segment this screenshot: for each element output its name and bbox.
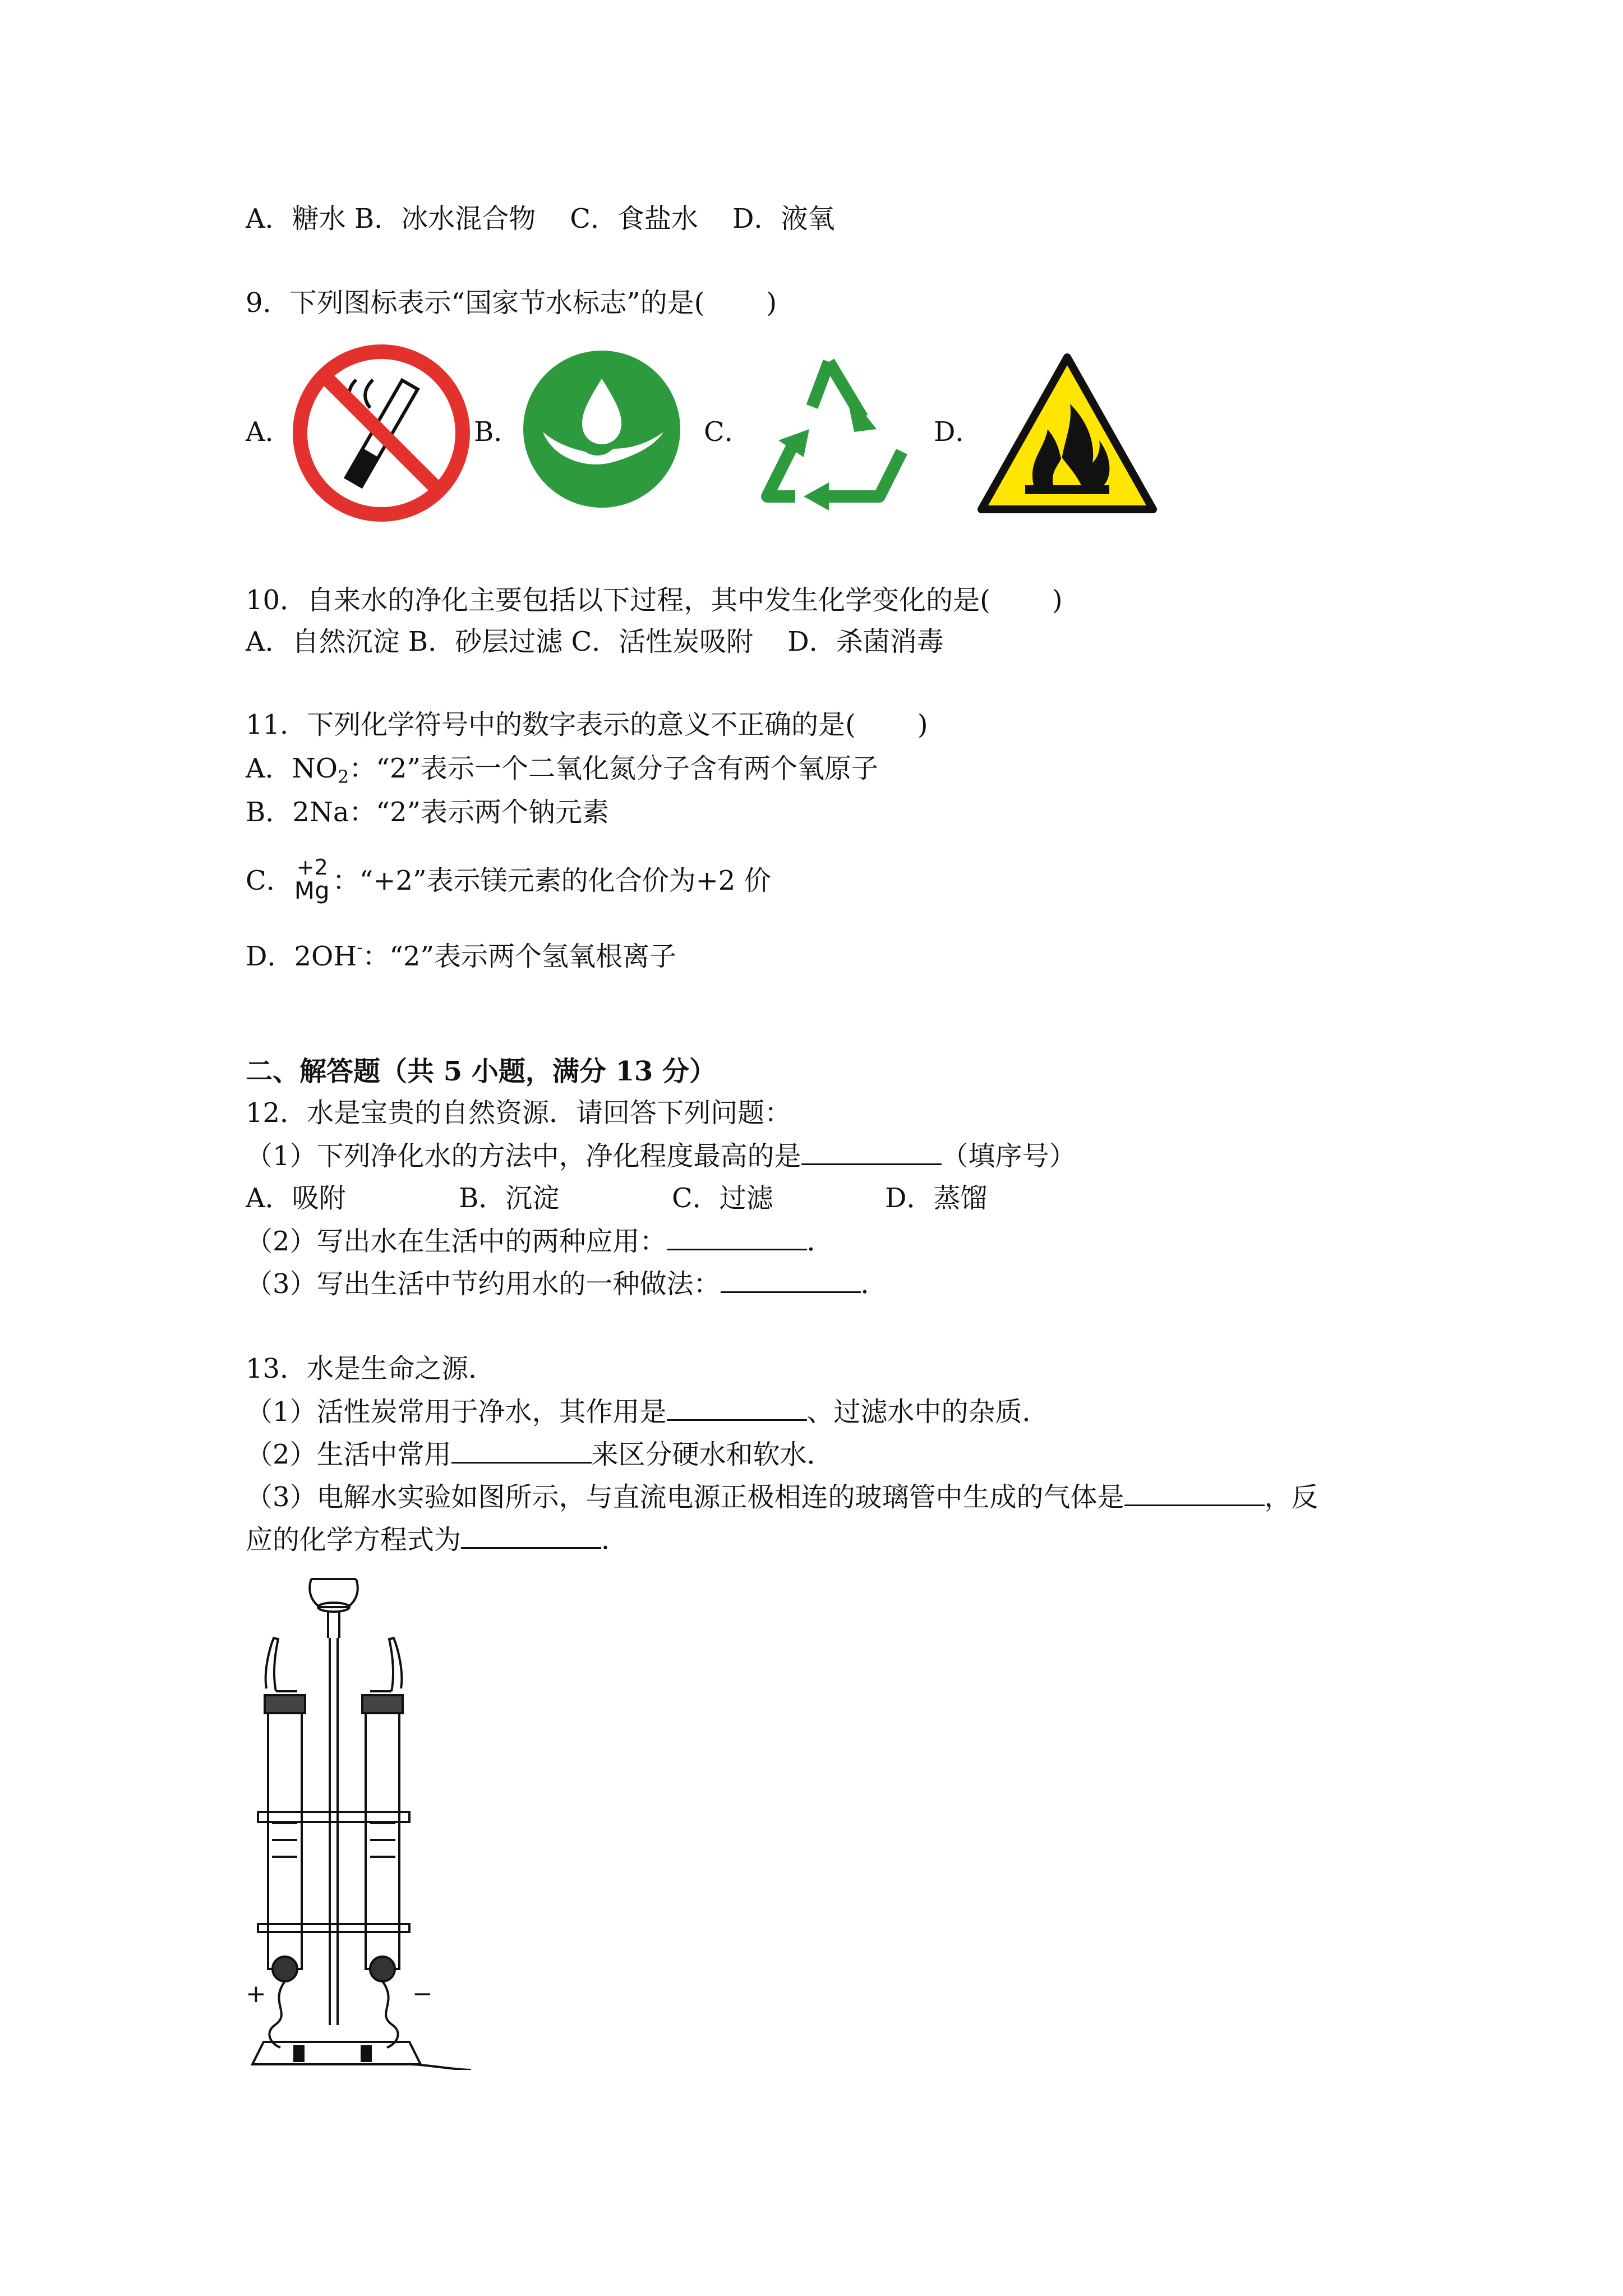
q11-d-rest: ：“2”表示两个氢氧根离子 <box>362 941 677 972</box>
q11-d-superscript: - <box>357 938 363 958</box>
q12-p2-after: ． <box>806 1226 834 1257</box>
q12-stem: 12．水是宝贵的自然资源．请回答下列问题： <box>246 1097 792 1129</box>
q12-option-c: C．过滤 <box>672 1182 773 1214</box>
no-smoking-icon <box>292 343 471 523</box>
q10-options: A．自然沉淀 B．砂层过滤 C．活性炭吸附 D．杀菌消毒 <box>246 626 944 657</box>
q10-stem <box>246 583 1063 617</box>
mg-valence-symbol <box>293 854 333 904</box>
q12-p3-after: ． <box>860 1268 888 1300</box>
q11-stem <box>246 708 928 742</box>
q13-p2-blank[interactable] <box>451 1437 592 1464</box>
q12-p1-blank[interactable] <box>801 1139 942 1165</box>
q11-a-prefix: A．NO <box>246 753 338 784</box>
q8-options: A．糖水 B．冰水混合物 C．食盐水 D．液氧 <box>246 203 835 234</box>
q10-stem-close: ) <box>1052 585 1063 616</box>
q12-option-b: B．沉淀 <box>459 1182 560 1214</box>
figure-plus-sign: + <box>246 1980 266 2008</box>
q13-p3-after: ，反 <box>1264 1481 1318 1513</box>
q9-label-d: D． <box>934 416 983 448</box>
q12-p2-text: （2）写出水在生活中的两种应用： <box>246 1226 667 1257</box>
q10-stem-text: 10．自来水的净化主要包括以下过程，其中发生化学变化的是( <box>246 585 990 616</box>
q13-p1-text: （1）活性炭常用于净水，其作用是 <box>246 1396 667 1428</box>
section2-title: 二、解答题（共 5 小题，满分 13 分） <box>246 1056 717 1087</box>
q11-option-d <box>246 931 676 973</box>
q12-option-a: A．吸附 <box>246 1182 346 1214</box>
mg-symbol: Mg <box>294 876 330 904</box>
q13-p3-line2-after: ． <box>601 1524 629 1556</box>
q9-label-a: A． <box>246 416 292 448</box>
q11-c-prefix: C． <box>246 865 293 896</box>
q11-a-subscript: 2 <box>338 766 349 788</box>
q13-p2-text: （2）生活中常用 <box>246 1439 451 1470</box>
mg-valence: +2 <box>296 854 328 880</box>
q12-option-d: D．蒸馏 <box>885 1182 988 1214</box>
q13-part3-line2 <box>246 1522 628 1557</box>
q9-label-b: B． <box>474 416 521 448</box>
q12-options <box>246 1181 1021 1215</box>
q12-p2-blank[interactable] <box>667 1224 807 1250</box>
q9-label-c: C． <box>704 416 751 448</box>
q12-p3-text: （3）写出生活中节约用水的一种做法： <box>246 1268 721 1300</box>
q9-stem-text: 9．下列图标表示“国家节水标志”的是( <box>246 287 705 319</box>
q12-part3 <box>246 1267 888 1301</box>
q13-p2-after: 来区分硬水和软水． <box>591 1439 834 1470</box>
figure-minus-sign: − <box>412 1980 433 2008</box>
q11-option-a <box>246 752 878 794</box>
q12-p1-text: （1）下列净化水的方法中，净化程度最高的是 <box>246 1140 801 1172</box>
q13-part2 <box>246 1437 834 1471</box>
recycling-icon <box>745 345 930 519</box>
q12-p1-after: （填序号） <box>941 1140 1076 1172</box>
q13-part3 <box>246 1480 1318 1514</box>
q9-stem-close: ) <box>766 287 777 319</box>
water-saving-icon <box>520 348 683 510</box>
q9-stem <box>246 286 777 320</box>
q13-p3-blank[interactable] <box>1124 1480 1265 1506</box>
q13-p1-after: 、过滤水中的杂质． <box>806 1396 1049 1428</box>
q13-part1 <box>246 1395 1049 1429</box>
q13-stem: 13．水是生命之源． <box>246 1353 496 1384</box>
q13-p1-blank[interactable] <box>667 1395 807 1421</box>
q13-p3-line2-text: 应的化学方程式为 <box>246 1524 462 1556</box>
q11-d-prefix: D．2OH <box>246 941 357 972</box>
q11-stem-text: 11．下列化学符号中的数字表示的意义不正确的是( <box>246 709 856 740</box>
q11-stem-close: ) <box>917 709 928 740</box>
q12-part1 <box>246 1139 1076 1173</box>
q12-part2 <box>246 1224 834 1258</box>
q11-c-rest: ：“+2”表示镁元素的化合价为+2 价 <box>332 865 771 896</box>
q11-option-b: B．2Na：“2”表示两个钠元素 <box>246 797 610 828</box>
flammable-warning-icon <box>975 351 1160 516</box>
q12-p3-blank[interactable] <box>721 1267 861 1293</box>
q11-a-rest: ：“2”表示一个二氧化氮分子含有两个氧原子 <box>349 753 879 784</box>
electrolysis-apparatus-figure <box>241 1576 477 2070</box>
q13-p3-line2-blank[interactable] <box>461 1522 601 1549</box>
q13-p3-text: （3）电解水实验如图所示，与直流电源正极相连的玻璃管中生成的气体是 <box>246 1481 1124 1513</box>
q11-option-c <box>246 854 771 904</box>
